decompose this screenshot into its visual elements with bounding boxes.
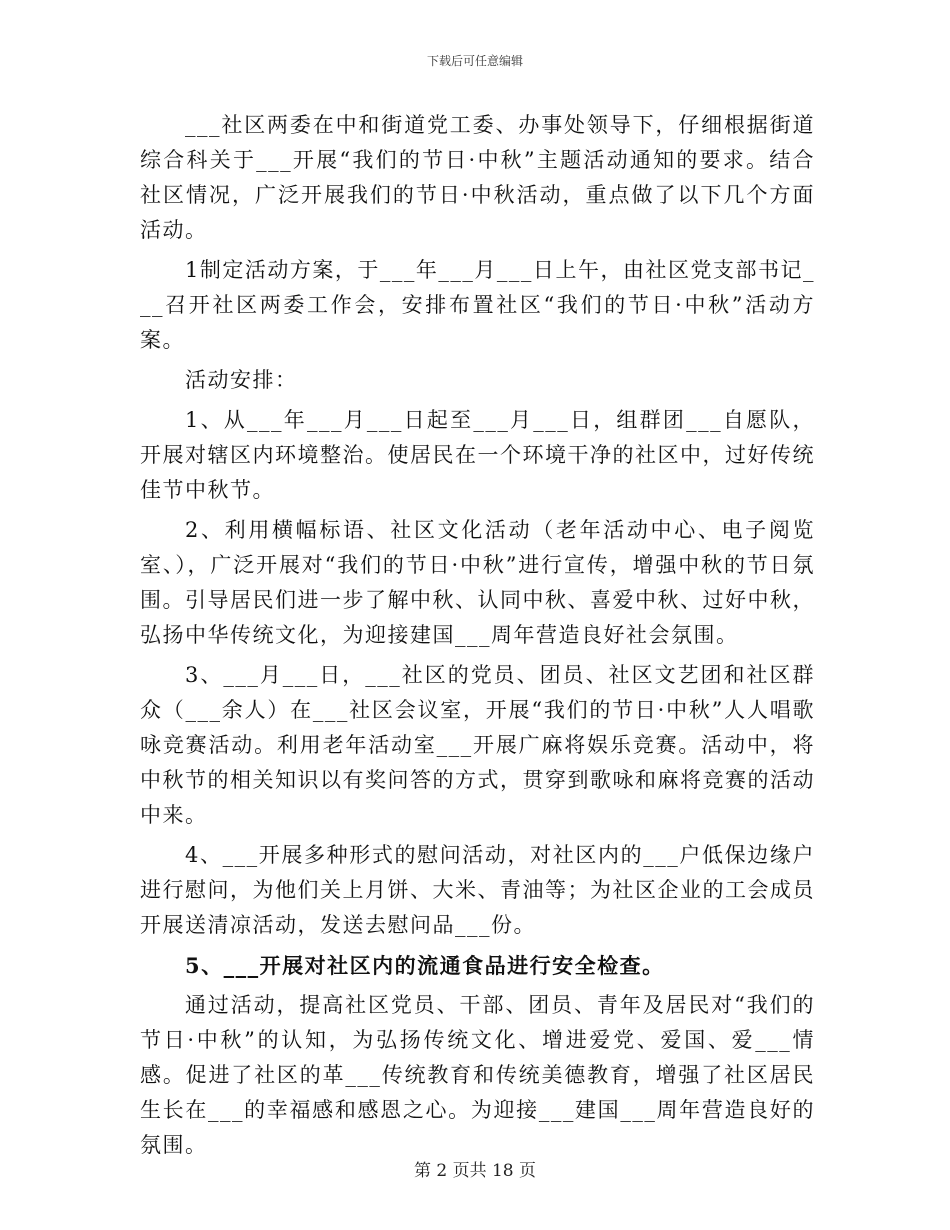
paragraph-item-1: 1、从___年___月___日起至___月___日，组群团___自愿队，开展对辖区内环境整治。使居民在一个环境干净的社区中，过好传统佳节中秋节。	[140, 408, 815, 502]
paragraph-item-5: 5、___开展对社区内的流通食品进行安全检查。	[185, 953, 665, 978]
page-number: 第 2 页共 18 页	[413, 1161, 537, 1181]
page-header: 下载后可任意编辑	[426, 54, 523, 68]
paragraph-item-4: 4、___开展多种形式的慰问活动，对社区内的___户低保边缘户进行慰问，为他们关上月饼、大米、青油等；为社区企业的工会成员开展送清凉活动，发送去慰问品___份。	[140, 843, 815, 937]
paragraph-plan: 1制定活动方案，于___年___月___日上午，由社区党支部书记___召开社区两委工作会，安排布置社区“我们的节日·中秋”活动方案。	[140, 258, 815, 352]
paragraph-item-3: 3、___月___日，___社区的党员、团员、社区文艺团和社区群众（___余人）在___社区会议室，开展“我们的节日·中秋”人人唱歌咏竞赛活动。利用老年活动室___开展广麻将娱乐竞赛。活动中，将中秋节的相关知识以有奖问答的方式，贯穿到歌咏和麻将竞赛的活动中来。	[140, 663, 815, 827]
paragraph-summary: 通过活动，提高社区党员、干部、团员、青年及居民对“我们的节日·中秋”的认知，为弘扬传统文化、增进爱党、爱国、爱___情感。促进了社区的革___传统教育和传统美德教育，增强了社区居民生长在___的幸福感和感恩之心。为迎接___建国___周年营造良好的氛围。	[140, 993, 815, 1157]
document-body	[140, 108, 815, 1163]
paragraph-item-2: 2、利用横幅标语、社区文化活动（老年活动中心、电子阅览室、），广泛开展对“我们的节日·中秋”进行宣传，增强中秋的节日氛围。引导居民们进一步了解中秋、认同中秋、喜爱中秋、过好中秋，弘扬中华传统文化，为迎接建国___周年营造良好社会氛围。	[140, 518, 815, 647]
paragraph-intro: ___社区两委在中和街道党工委、办事处领导下，仔细根据街道综合科关于___开展“我们的节日·中秋”主题活动通知的要求。结合社区情况，广泛开展我们的节日·中秋活动，重点做了以下几个方面活动。	[140, 113, 815, 242]
paragraph-arrangement-heading: 活动安排：	[185, 368, 298, 392]
